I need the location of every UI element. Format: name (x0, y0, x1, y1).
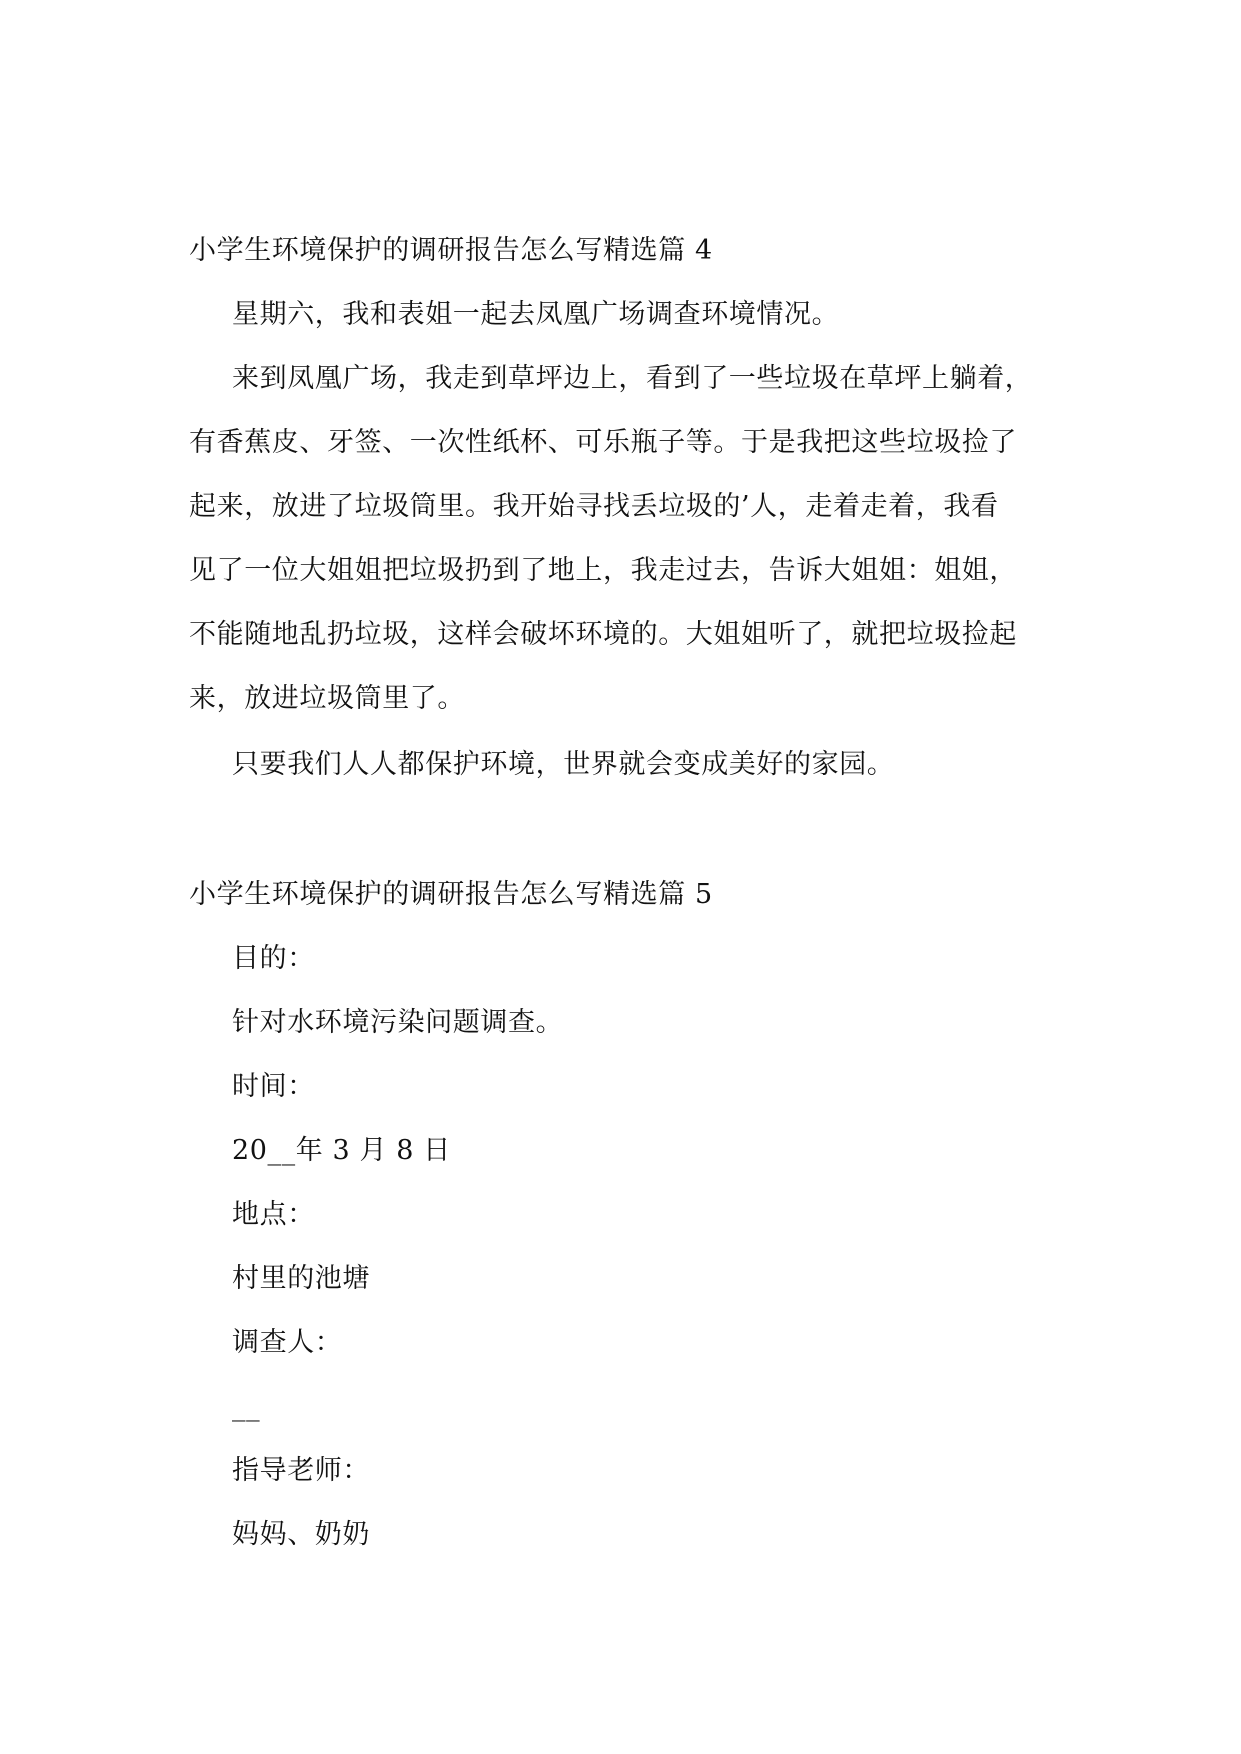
purpose-label: 目的： (232, 943, 315, 974)
teacher-label: 指导老师： (232, 1455, 370, 1486)
purpose-value: 针对水环境污染问题调查。 (232, 1007, 564, 1038)
section4-paragraph-2-line-3: 起来，放进了垃圾筒里。我开始寻找丢垃圾的’人，走着走着，我看 (189, 491, 999, 522)
section4-paragraph-3: 只要我们人人都保护环境，世界就会变成美好的家园。 (232, 749, 895, 780)
section4-paragraph-2-line-4: 见了一位大姐姐把垃圾扔到了地上，我走过去，告诉大姐姐：姐姐， (189, 555, 1017, 586)
investigator-label: 调查人： (232, 1327, 343, 1358)
place-label: 地点： (232, 1199, 315, 1230)
place-value: 村里的池塘 (232, 1263, 370, 1294)
section4-title: 小学生环境保护的调研报告怎么写精选篇 4 (189, 235, 713, 266)
section4-paragraph-2-line-5: 不能随地乱扔垃圾，这样会破坏环境的。大姐姐听了，就把垃圾捡起 (189, 619, 1017, 650)
section5-title: 小学生环境保护的调研报告怎么写精选篇 5 (189, 879, 713, 910)
time-value: 20__年 3 月 8 日 (232, 1135, 451, 1166)
section4-paragraph-2-line-6: 来，放进垃圾筒里了。 (189, 683, 465, 714)
section4-paragraph-2-line-2: 有香蕉皮、牙签、一次性纸杯、可乐瓶子等。于是我把这些垃圾捡了 (189, 427, 1017, 458)
section4-paragraph-1: 星期六，我和表姐一起去凤凰广场调查环境情况。 (232, 299, 840, 330)
investigator-value: __ (232, 1391, 261, 1422)
teacher-value: 妈妈、奶奶 (232, 1519, 370, 1550)
section4-paragraph-2-line-1: 来到凤凰广场，我走到草坪边上，看到了一些垃圾在草坪上躺着， (232, 363, 1033, 394)
time-label: 时间： (232, 1071, 315, 1102)
